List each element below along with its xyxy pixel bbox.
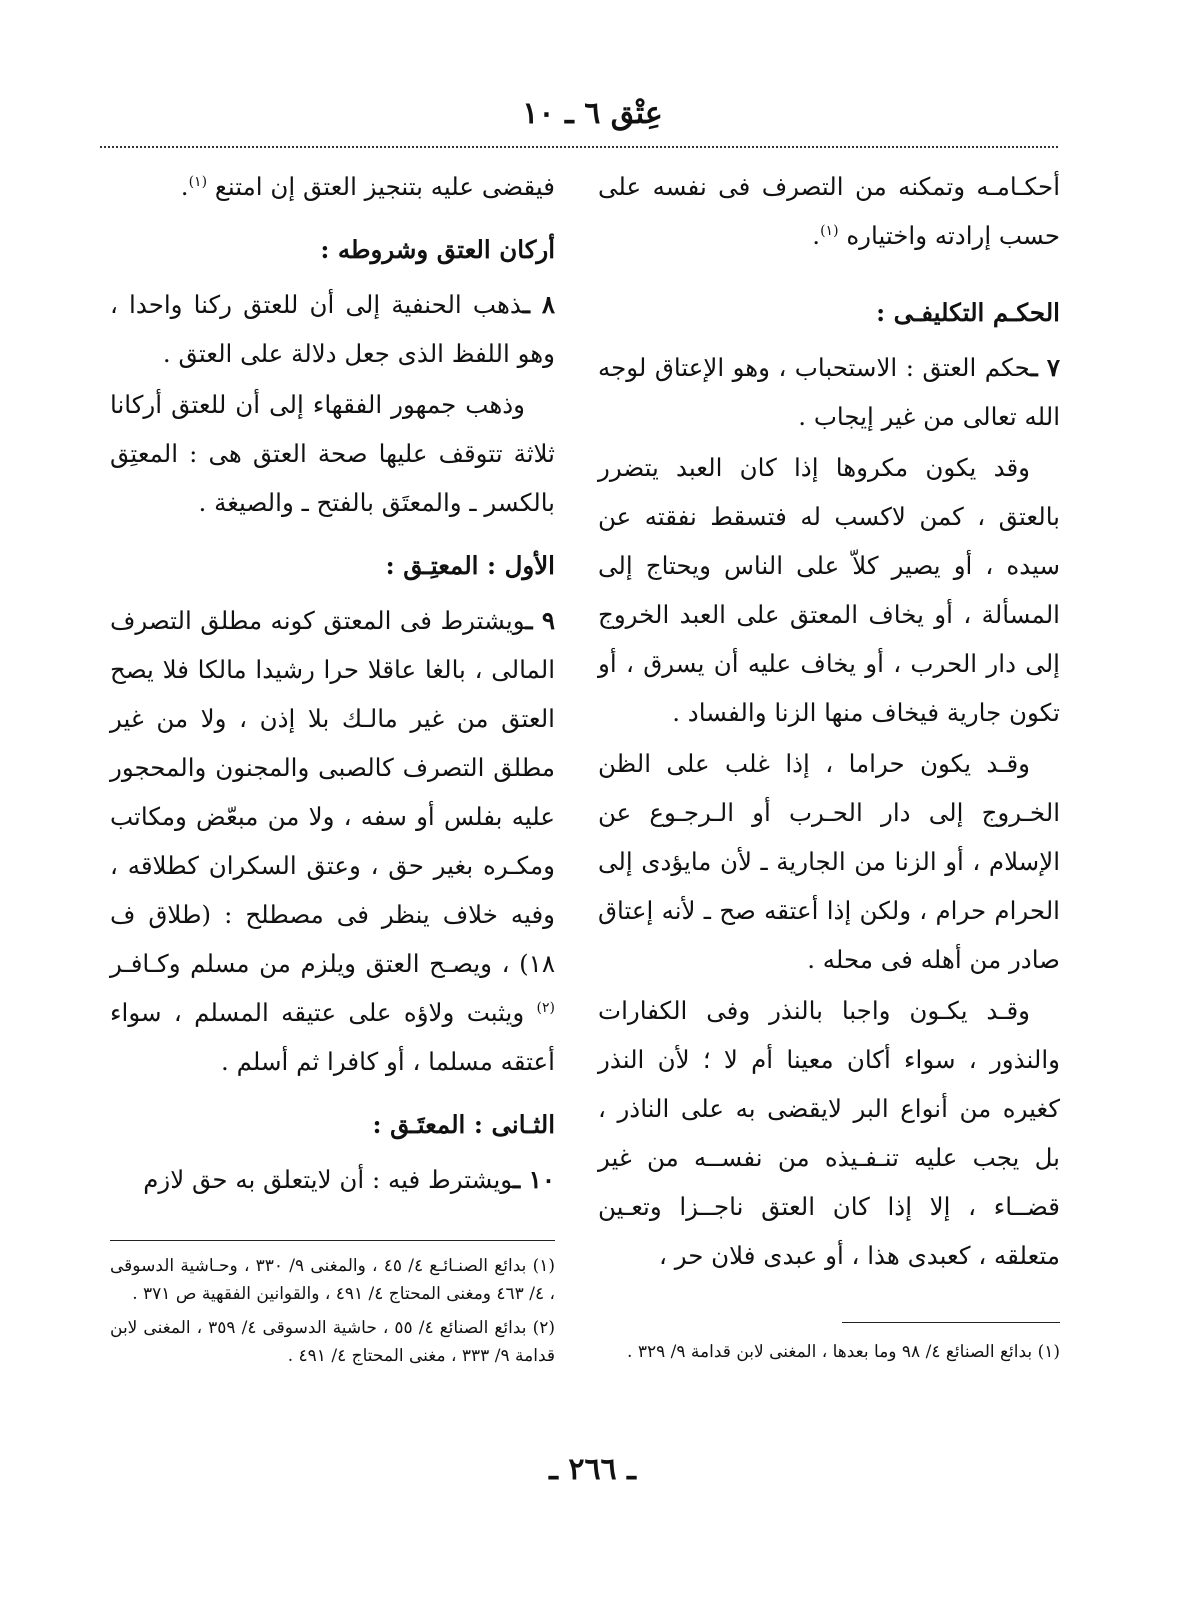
footnote: (٢) بدائع الصنائع ٤/ ٥٥ ، حاشية الدسوقى ٤/ ٣٥٩ ، المغنى لابن قدامة ٩/ ٣٣٣ ، مغنى المحتاج ٤/ ٤٩١ . <box>110 1318 555 1366</box>
paragraph-number: ٧ ـ <box>1030 353 1060 382</box>
paragraph-end: . <box>812 221 821 250</box>
paragraph-text: ويشترط فى المعتق كونه مطلق التصرف المالى ، بالغا عاقلا حرا رشيدا مالكا فلا يصح العتق من غير مالـك بلا إذن ، ولا من غير مطلق التصرف كالصبى والمجنون والمحجور عليه بفلس أو سفه ، ولا من مبعّض ومكاتب ومكـره بغير حق ، وعتق السكران كطلاقه ، وفيه خلاف ينظر فى مصطلح : (طلاق ف ١٨) ، ويصـح العتق ويلزم من مسلم وكـافـر <box>110 606 555 978</box>
running-header: عِتْق ٦ ـ ١٠ <box>522 96 663 131</box>
footnote-rule <box>842 1322 1060 1323</box>
paragraph-text: ويثبت ولاؤه على عتيقه المسلم ، سواء أعتقه مسلما ، أو كافرا ثم أسلم . <box>110 998 555 1076</box>
paragraph-text: ويشترط فيه : أن لايتعلق به حق لازم <box>143 1165 513 1194</box>
footnote: (١) بدائع الصنـائـع ٤/ ٤٥ ، والمغنى ٩/ ٣٣٠ ، وحـاشية الدسوقى ، ٤/ ٤٦٣ ومغنى المحتاج ٤/ ٤٩١ ، والقوانين الفقهية ص ٣٧١ . <box>110 1256 556 1304</box>
footnotes-right <box>598 1338 1060 1372</box>
footnote-rule <box>110 1240 555 1241</box>
footnote-ref: (١) <box>820 222 839 239</box>
footnote-ref: (٢) <box>536 999 555 1016</box>
paragraph-text: ذهب الحنفية إلى أن للعتق ركنا واحدا ، وهو اللفظ الذى جعل دلالة على العتق . <box>110 290 555 368</box>
paragraph-end: . <box>180 172 189 201</box>
footnotes-left <box>110 1252 555 1376</box>
right-column <box>598 162 1060 1282</box>
section-heading: الثـانى : المعتَـق : <box>372 1110 555 1139</box>
paragraph: وقد يكون مكروها إذا كان العبد يتضرر بالعتق ، كمن لاكسب له فتسقط نفقته عن سيده ، أو يصير كلاّ على الناس ويحتاج إلى المسألة ، أو يخاف المعتق على العبد الخروج إلى دار الحرب ، أو يخاف عليه أن يسرق ، أو تكون جارية فيخاف منها الزنا والفساد . <box>598 453 1060 727</box>
paragraph-text: فيقضى عليه بتنجيز العتق إن امتنع <box>214 172 555 201</box>
paragraph <box>110 280 555 378</box>
section-heading: الأول : المعتِـق : <box>385 551 555 580</box>
section-heading: الحكـم التكليفـى : <box>876 298 1060 327</box>
paragraph-number: ٩ ـ <box>525 606 555 635</box>
paragraph-number: ١٠ ـ <box>512 1165 555 1194</box>
page-number: ـ ٢٦٦ ـ <box>549 1452 636 1487</box>
footnote: (١) بدائع الصنائع ٤/ ٩٨ وما بعدها ، المغنى لابن قدامة ٩/ ٣٢٩ . <box>627 1342 1060 1362</box>
paragraph <box>110 1155 555 1204</box>
paragraph: وقـد يكـون واجبا بالنذر وفى الكفارات والنذور ، سواء أكان معينا أم لا ؛ لأن النذر كغيره من أنواع البر لايقضى به على الناذر ، بل يجب عليه تنـفـيذه من نفســه من غير قضــاء ، إلا إذا كان العتق ناجــزا وتعـين متعلقه ، كعبدى هذا ، أو عبدى فلان حر ، <box>598 996 1060 1270</box>
paragraph: وذهب جمهور الفقهاء إلى أن للعتق أركانا ثلاثة تتوقف عليها صحة العتق هى : المعتِق بالكسر ـ والمعتَق بالفتح ـ والصيغة . <box>110 390 555 517</box>
paragraph-text: حكم العتق : الاستحباب ، وهو الإعتاق لوجه الله تعالى من غير إيجاب . <box>598 353 1060 431</box>
paragraph-number: ٨ ـ <box>522 290 555 319</box>
section-heading: أركان العتق وشروطه : <box>320 235 555 264</box>
paragraph <box>598 162 1060 260</box>
paragraph <box>598 343 1060 441</box>
paragraph <box>110 162 555 211</box>
paragraph-text: أحكـامـه وتمكنه من التصرف فى نفسه على حسب إرادته واختياره <box>598 172 1060 250</box>
left-column <box>110 162 555 1206</box>
paragraph <box>110 596 555 1086</box>
paragraph: وقـد يكون حراما ، إذا غلب على الظن الخـروج إلى دار الحـرب أو الـرجـوع عن الإسلام ، أو الزنا من الجارية ـ لأن مايؤدى إلى الحرام حرام ، ولكن إذا أعتقه صح ـ لأنه إعتاق صادر من أهله فى محله . <box>598 749 1060 974</box>
footnote-ref: (١) <box>188 173 208 190</box>
header-dotted-rule <box>100 146 1058 148</box>
